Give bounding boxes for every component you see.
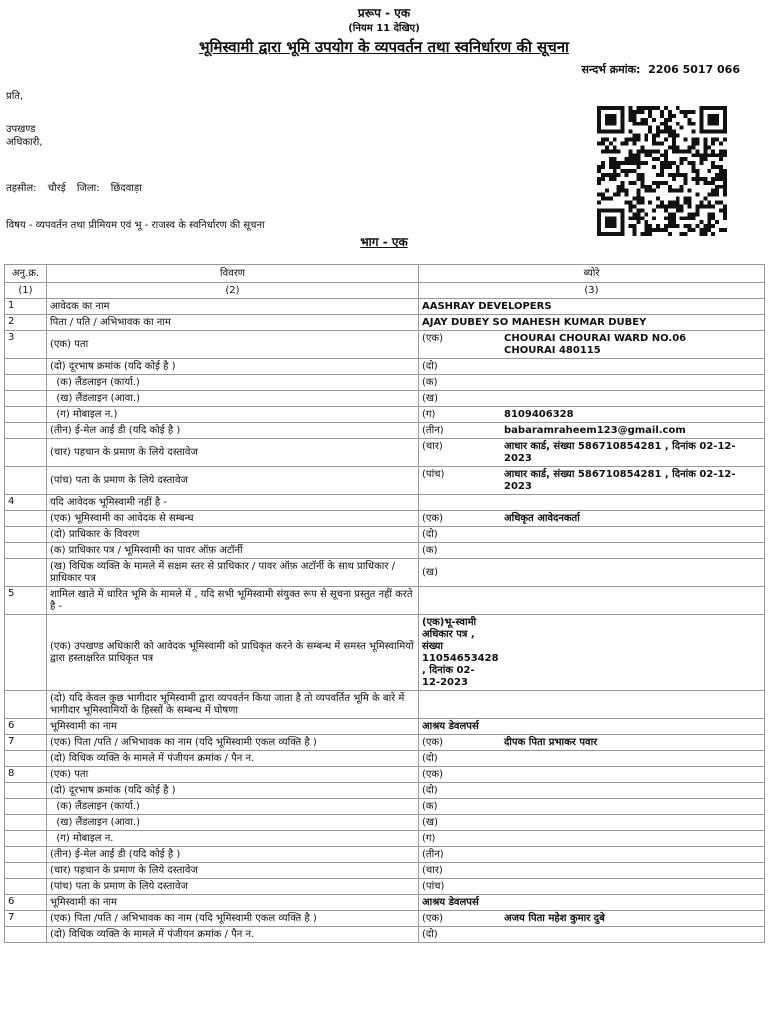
detail-key: (ख) <box>422 566 438 578</box>
row-detail <box>419 895 765 911</box>
detail-value: (एक)भू-स्वामी अधिकार पत्र , संख्या 11054653428 , दिनांक 02- 12-2023 <box>422 616 499 688</box>
row-description: (चार) पहचान के प्रमाण के लिये दस्तावेज <box>47 863 419 879</box>
document-title: भूमिस्वामी द्वारा भूमि उपयोग के व्यपवर्तन तथा स्वनिर्धारण की सूचना <box>199 38 569 56</box>
tehsil-value: चौरई <box>47 183 66 194</box>
row-serial: 1 <box>5 299 47 315</box>
detail-key: (एक) <box>422 736 444 748</box>
table-row <box>5 815 765 831</box>
table-row <box>5 719 765 735</box>
table-row <box>5 879 765 895</box>
detail-value: आधार कार्ड, संख्या 586710854281 , दिनांक 02-12- 2023 <box>504 468 736 492</box>
detail-key: (क) <box>422 376 438 388</box>
detail-value: 8109406328 <box>504 408 574 420</box>
row-description: आवेदक का नाम <box>47 299 419 315</box>
row-detail <box>419 439 765 467</box>
row-detail <box>419 615 765 691</box>
table-row <box>5 423 765 439</box>
row-description: (एक) पिता /पति / अभिभावक का नाम (यदि भूमिस्वामी एकल व्यक्ति है ) <box>47 911 419 927</box>
row-serial <box>5 799 47 815</box>
row-detail <box>419 407 765 423</box>
row-detail <box>419 719 765 735</box>
table-row <box>5 527 765 543</box>
row-detail <box>419 767 765 783</box>
detail-key: (एक) <box>422 512 444 524</box>
row-serial <box>5 691 47 719</box>
district-label: जिला: <box>76 183 100 194</box>
row-description: शामिल खाते में धारित भूमि के मामले में , यदि सभी भूमिस्वामी संयुक्त रूप से सूचना प्रस्तुत नहीं करते है - <box>47 587 419 615</box>
table-header-row <box>5 265 765 283</box>
row-serial <box>5 527 47 543</box>
table-row <box>5 735 765 751</box>
detail-value: दीपक पिता प्रभाकर पवार <box>504 736 598 748</box>
table-row <box>5 895 765 911</box>
row-serial <box>5 879 47 895</box>
row-detail <box>419 423 765 439</box>
tehsil-label: तहसील: <box>6 183 37 194</box>
table-row <box>5 615 765 691</box>
row-detail <box>419 691 765 719</box>
row-serial <box>5 543 47 559</box>
detail-key: (एक) <box>422 768 444 780</box>
row-description: (दो) दूरभाष क्रमांक (यदि कोई है ) <box>47 783 419 799</box>
detail-key: (पांच) <box>422 468 445 480</box>
row-description: (दो) प्राधिकार के विवरण <box>47 527 419 543</box>
detail-value: आश्रय डेवलपर्स <box>422 720 479 732</box>
detail-key: (ख) <box>422 816 438 828</box>
detail-key: (दो) <box>422 784 438 796</box>
row-detail <box>419 783 765 799</box>
table-row <box>5 863 765 879</box>
table-row <box>5 467 765 495</box>
table-row <box>5 495 765 511</box>
rule-reference: (नियम 11 देखिए) <box>348 23 420 34</box>
row-description: (तीन) ई-मेल आई डी (यदि कोई है ) <box>47 847 419 863</box>
row-detail <box>419 543 765 559</box>
row-serial <box>5 467 47 495</box>
row-detail <box>419 299 765 315</box>
table-row <box>5 375 765 391</box>
row-description: (ख) लैंडलाइन (आवा.) <box>47 391 419 407</box>
table-row <box>5 587 765 615</box>
row-serial: 5 <box>5 587 47 615</box>
row-description: (चार) पहचान के प्रमाण के लिये दस्तावेज <box>47 439 419 467</box>
row-description: (एक) पिता /पति / अभिभावक का नाम (यदि भूमिस्वामी एकल व्यक्ति है ) <box>47 735 419 751</box>
subheader-detail: (3) <box>419 283 765 299</box>
detail-key: (क) <box>422 800 438 812</box>
table-row <box>5 927 765 943</box>
table-row <box>5 751 765 767</box>
row-description: भूमिस्वामी का नाम <box>47 895 419 911</box>
detail-key: (दो) <box>422 528 438 540</box>
row-description: (दो) विधिक व्यक्ति के मामले में पंजीयन क्रमांक / पैन न. <box>47 927 419 943</box>
table-row <box>5 847 765 863</box>
table-row <box>5 911 765 927</box>
header-detail: ब्योरे <box>419 265 765 283</box>
qr-code-icon <box>597 106 727 236</box>
row-detail <box>419 331 765 359</box>
table-row <box>5 511 765 527</box>
detail-key: (ग) <box>422 832 436 844</box>
table-row <box>5 331 765 359</box>
row-detail <box>419 927 765 943</box>
row-detail <box>419 735 765 751</box>
row-description: (दो) दूरभाष क्रमांक (यदि कोई है ) <box>47 359 419 375</box>
officer-address <box>6 123 43 149</box>
row-serial: 2 <box>5 315 47 331</box>
row-description: (एक) भूमिस्वामी का आवेदक से सम्बन्ध <box>47 511 419 527</box>
row-serial <box>5 615 47 691</box>
table-row <box>5 359 765 375</box>
details-table <box>4 264 765 943</box>
table-row <box>5 391 765 407</box>
row-serial <box>5 391 47 407</box>
row-serial <box>5 375 47 391</box>
row-description: (क) प्राधिकार पत्र / भूमिस्वामी का पावर ऑफ़ अटॉर्नी <box>47 543 419 559</box>
table-subheader-row <box>5 283 765 299</box>
row-detail <box>419 511 765 527</box>
subject-line: विषय - व्यपवर्तन तथा प्रीमियम एवं भू - राजस्व के स्वनिर्धारण की सूचना <box>6 220 265 231</box>
row-serial: 6 <box>5 895 47 911</box>
detail-value: AJAY DUBEY SO MAHESH KUMAR DUBEY <box>422 316 647 328</box>
row-serial <box>5 511 47 527</box>
detail-key: (ख) <box>422 392 438 404</box>
row-detail <box>419 527 765 543</box>
row-description: भूमिस्वामी का नाम <box>47 719 419 735</box>
row-detail <box>419 559 765 587</box>
row-description: (दो) यदि केवल कुछ भागीदार भूमिस्वामी द्वारा व्यपवर्तन किया जाता है तो व्यपवर्तित भूमि के बारे में भागीदार भूमिस्वामियों के हिस्सों के सम्बन्ध में घोषणा <box>47 691 419 719</box>
row-detail <box>419 831 765 847</box>
detail-key: (एक) <box>422 912 444 924</box>
row-description: (क) लैंडलाइन (कार्या.) <box>47 799 419 815</box>
row-detail <box>419 815 765 831</box>
form-title: प्ररूप - एक <box>357 6 411 20</box>
row-serial <box>5 831 47 847</box>
row-serial: 3 <box>5 331 47 359</box>
detail-key: (दो) <box>422 752 438 764</box>
row-serial <box>5 927 47 943</box>
district-value: छिंदवाड़ा <box>110 183 142 194</box>
row-serial <box>5 439 47 467</box>
table-row <box>5 407 765 423</box>
row-description: (तीन) ई-मेल आई डी (यदि कोई है ) <box>47 423 419 439</box>
table-row <box>5 799 765 815</box>
row-serial <box>5 783 47 799</box>
row-detail <box>419 847 765 863</box>
table-row <box>5 831 765 847</box>
detail-key: (पांच) <box>422 880 445 892</box>
detail-value: AASHRAY DEVELOPERS <box>422 300 552 312</box>
officer-line-2: अधिकारी, <box>6 137 43 148</box>
detail-value: babaramraheem123@gmail.com <box>504 424 686 436</box>
table-row <box>5 315 765 331</box>
row-description: (ग) मोबाइल न. <box>47 831 419 847</box>
row-detail <box>419 751 765 767</box>
row-detail <box>419 495 765 511</box>
table-row <box>5 559 765 587</box>
row-serial <box>5 407 47 423</box>
row-serial: 8 <box>5 767 47 783</box>
row-serial <box>5 359 47 375</box>
table-row <box>5 543 765 559</box>
row-description: (क) लैंडलाइन (कार्या.) <box>47 375 419 391</box>
detail-key: (दो) <box>422 928 438 940</box>
table-row <box>5 767 765 783</box>
subheader-sn: (1) <box>5 283 47 299</box>
detail-value: अधिकृत आवेदनकर्ता <box>504 512 580 524</box>
row-detail <box>419 911 765 927</box>
header-sn: अनु.क्र. <box>5 265 47 283</box>
row-serial: 4 <box>5 495 47 511</box>
row-serial <box>5 815 47 831</box>
reference-label: सन्दर्भ क्रमांक: <box>581 63 641 76</box>
detail-key: (ग) <box>422 408 436 420</box>
to-line: प्रति, <box>6 91 24 102</box>
table-row <box>5 691 765 719</box>
row-serial: 7 <box>5 735 47 751</box>
row-detail <box>419 799 765 815</box>
row-description: (ख) लैंडलाइन (आवा.) <box>47 815 419 831</box>
detail-value: आधार कार्ड, संख्या 586710854281 , दिनांक 02-12- 2023 <box>504 440 736 464</box>
officer-line-1: उपखण्ड <box>6 124 36 135</box>
row-description: (पांच) पता के प्रमाण के लिये दस्तावेज <box>47 467 419 495</box>
reference-number-line <box>582 62 741 77</box>
row-serial <box>5 423 47 439</box>
row-serial: 7 <box>5 911 47 927</box>
row-detail <box>419 391 765 407</box>
table-row <box>5 783 765 799</box>
row-description: (ग) मोबाइल न.) <box>47 407 419 423</box>
detail-value: अजय पिता महेश कुमार दुबे <box>504 912 605 924</box>
detail-value: CHOURAI CHOURAI WARD NO.06 CHOURAI 480115 <box>504 332 687 356</box>
table-row <box>5 439 765 467</box>
row-description: (दो) विधिक व्यक्ति के मामले में पंजीयन क्रमांक / पैन न. <box>47 751 419 767</box>
row-description: (एक) पता <box>47 767 419 783</box>
table-row <box>5 299 765 315</box>
detail-key: (चार) <box>422 864 443 876</box>
row-serial <box>5 863 47 879</box>
subheader-desc: (2) <box>47 283 419 299</box>
row-detail <box>419 315 765 331</box>
reference-number: 2206 5017 066 <box>648 63 740 76</box>
row-detail <box>419 467 765 495</box>
detail-key: (क) <box>422 544 438 556</box>
row-detail <box>419 879 765 895</box>
detail-key: (तीन) <box>422 848 444 860</box>
row-description: (एक) पता <box>47 331 419 359</box>
detail-key: (दो) <box>422 360 438 372</box>
row-serial <box>5 751 47 767</box>
row-serial: 6 <box>5 719 47 735</box>
detail-value: आश्रय डेवलपर्स <box>422 896 479 908</box>
row-detail <box>419 587 765 615</box>
detail-key: (चार) <box>422 440 443 452</box>
detail-key: (एक) <box>422 332 444 344</box>
header-desc: विवरण <box>47 265 419 283</box>
detail-key: (तीन) <box>422 424 444 436</box>
row-description: (ख) विधिक व्यक्ति के मामले में सक्षम स्तर से प्राधिकार / पावर ऑफ़ अटॉर्नी के साथ प्राधिकार / प्राधिकार पत्र <box>47 559 419 587</box>
row-detail <box>419 359 765 375</box>
row-detail <box>419 863 765 879</box>
row-description: (एक) उपखण्ड अधिकारी को आवेदक भूमिस्वामी को प्राधिकृत करने के सम्बन्ध में समस्त भूमिस्वामियों द्वारा हस्ताक्षरित प्राधिकृत पत्र <box>47 615 419 691</box>
row-serial <box>5 559 47 587</box>
part-title: भाग - एक <box>360 235 408 249</box>
row-description: यदि आवेदक भूमिस्वामी नहीं है - <box>47 495 419 511</box>
tehsil-district-line <box>6 180 150 194</box>
row-detail <box>419 375 765 391</box>
row-description: पिता / पति / अभिभावक का नाम <box>47 315 419 331</box>
row-description: (पांच) पता के प्रमाण के लिये दस्तावेज <box>47 879 419 895</box>
row-serial <box>5 847 47 863</box>
